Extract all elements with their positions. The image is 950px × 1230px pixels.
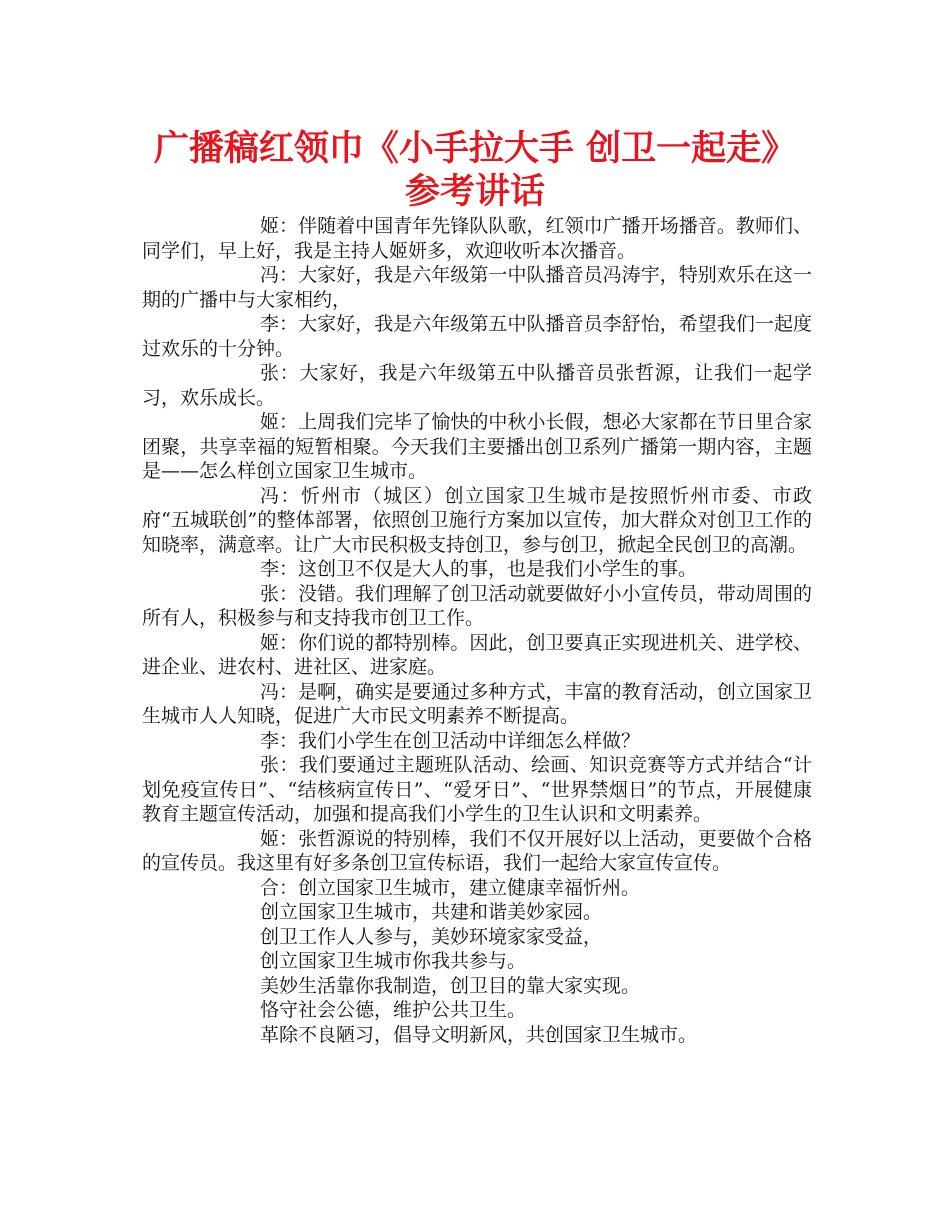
paragraph: 姬：上周我们完毕了愉快的中秋小长假，想必大家都在节日里合家团聚，共享幸福的短暂相聚。今天我们主要播出创卫系列广播第一期内容，主题是——怎么样创立国家卫生城市。: [142, 411, 812, 482]
paragraph: 张：我们要通过主题班队活动、绘画、知识竞赛等方式并结合“计划免疫宣传日”、“结核病宣传日”、“爱牙日”、“世界禁烟日”的节点，开展健康教育主题宣传活动，加强和提高我们小学生的卫生认识和文明素养。: [142, 754, 812, 825]
paragraph: 李：我们小学生在创卫活动中详细怎么样做？: [260, 729, 641, 752]
slogan-line: 美妙生活靠你我制造，创卫目的靠大家实现。: [260, 974, 641, 997]
paragraph: 李：大家好，我是六年级第五中队播音员李舒怡，希望我们一起度过欢乐的十分钟。: [142, 313, 812, 360]
document-subtitle: 参考讲话: [404, 172, 545, 212]
paragraph: 冯：忻州市（城区）创立国家卫生城市是按照忻州市委、市政府“五城联创”的整体部署，依照创卫施行方案加以宣传，加大群众对创卫工作的知晓率，满意率。让广大市民积极支持创卫，参与创卫，掀起全民创卫的高潮。: [142, 484, 812, 556]
paragraph: 张：没错。我们理解了创卫活动就要做好小小宣传员，带动周围的所有人，积极参与和支持我市创卫工作。: [142, 582, 812, 629]
slogan-line: 创立国家卫生城市，共建和谐美妙家园。: [260, 901, 603, 923]
slogan-line: 创卫工作人人参与，美妙环境家家受益，: [260, 925, 603, 948]
paragraph: 冯：是啊，确实是要通过多种方式，丰富的教育活动，创立国家卫生城市人人知晓，促进广大市民文明素养不断提高。: [142, 680, 812, 727]
paragraph: 冯：大家好，我是六年级第一中队播音员冯涛宇，特别欢乐在这一期的广播中与大家相约，: [142, 264, 812, 311]
document-title: 广播稿红领巾《小手拉大手 创卫一起走》: [153, 129, 797, 169]
paragraph: 姬：张哲源说的特别棒，我们不仅开展好以上活动，更要做个合格的宣传员。我这里有好多条创卫宣传标语，我们一起给大家宣传宣传。: [142, 827, 812, 874]
slogan-line: 合：创立国家卫生城市，建立健康幸福忻州。: [260, 876, 641, 899]
slogan-line: 革除不良陋习，倡导文明新风，共创国家卫生城市。: [260, 1023, 698, 1046]
slogan-line: 恪守社会公德，维护公共卫生。: [260, 999, 527, 1021]
paragraph: 张：大家好，我是六年级第五中队播音员张哲源，让我们一起学习，欢乐成长。: [142, 362, 812, 409]
paragraph: 李：这创卫不仅是大人的事，也是我们小学生的事。: [260, 558, 698, 580]
slogan-list: [142, 876, 812, 1048]
paragraph: 姬：你们说的都特别棒。因此，创卫要真正实现进机关、进学校、进企业、进农村、进社区、进家庭。: [142, 631, 812, 678]
slogan-line: 创立国家卫生城市你我共参与。: [260, 950, 527, 972]
paragraph: 姬：伴随着中国青年先锋队队歌，红领巾广播开场播音。教师们、同学们，早上好，我是主持人姬妍多，欢迎收听本次播音。: [142, 215, 812, 262]
document-body: [142, 214, 812, 1047]
